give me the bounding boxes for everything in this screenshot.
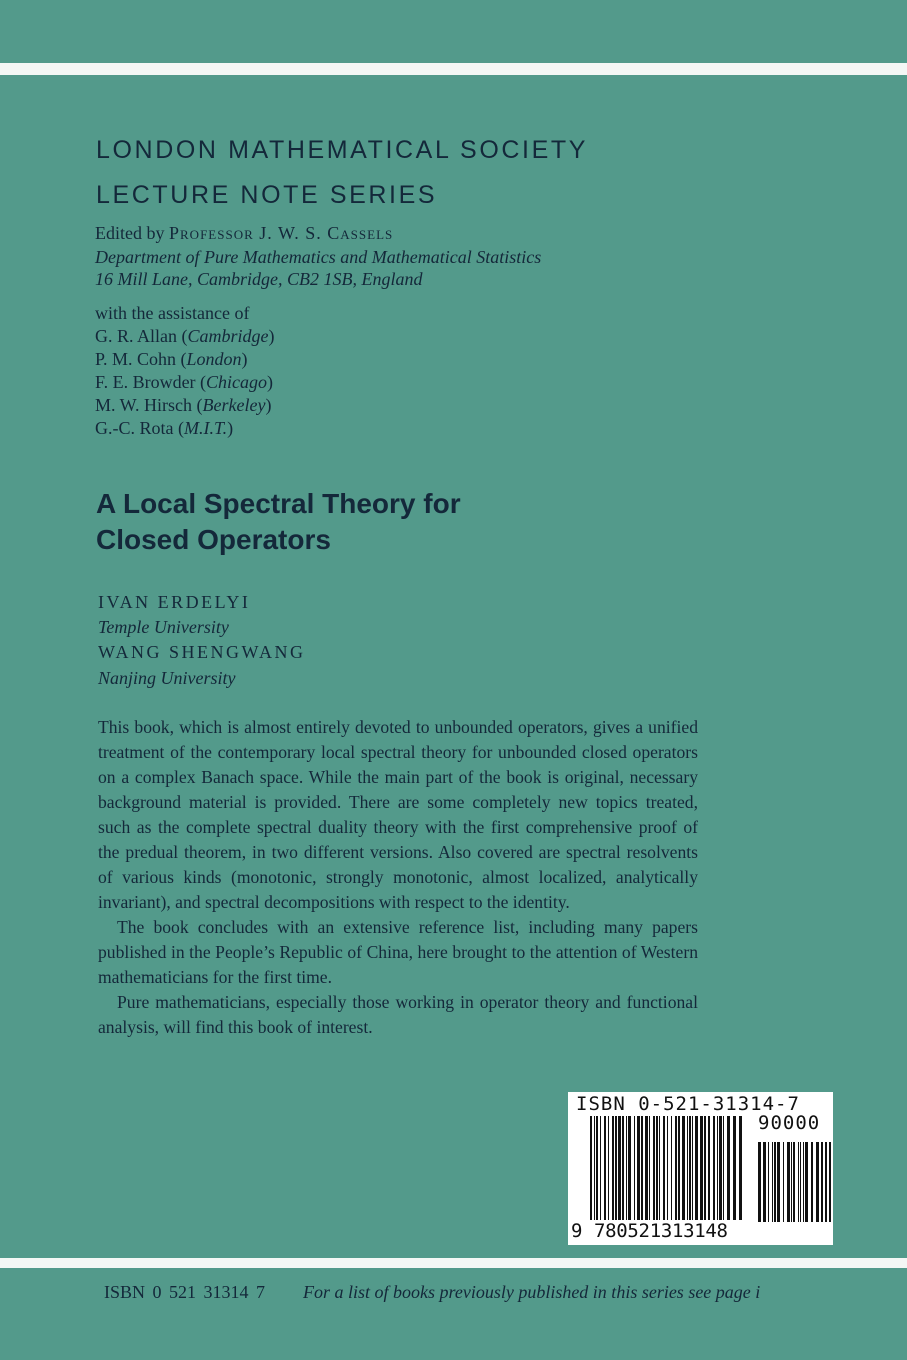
barcode-bar xyxy=(626,1116,627,1220)
barcode-bar xyxy=(596,1116,598,1220)
barcode-bar xyxy=(656,1116,658,1220)
barcode-bar xyxy=(800,1142,801,1222)
barcode-bar xyxy=(791,1142,792,1222)
editor-name: Professor J. W. S. Cassels xyxy=(169,223,394,243)
barcode-bar xyxy=(653,1116,655,1220)
barcode-bar xyxy=(695,1116,698,1220)
barcode-addon-digits: 90000 xyxy=(758,1112,821,1134)
barcode-bar xyxy=(704,1116,706,1220)
barcode-bar xyxy=(692,1116,693,1220)
barcode-bar xyxy=(768,1142,769,1222)
description-paragraph: This book, which is almost entirely devoted to unbounded operators, gives a unified treatment of the contemporary local spectral theory for unbounded closed operators on a complex Banach space. While the main part of the book is original, necessary background material is provided. There are some completely new topics treated, such as the complete spectral duality theory with the first comprehensive proof of the predual theorem, in two different versions. Also covered are spectral resolvents of various kinds (monotonic, strongly monotonic, almost localized, analytically invariant), and spectral decompositions with respect to the identity. xyxy=(98,717,698,912)
barcode-bar xyxy=(783,1142,784,1222)
description-paragraph: Pure mathematicians, especially those working in operator theory and functional analysis, will find this book of interest. xyxy=(98,992,698,1037)
barcode-bar xyxy=(594,1116,595,1220)
barcode-bar xyxy=(829,1142,831,1222)
assistant-entry: G. R. Allan (Cambridge) xyxy=(95,326,275,346)
assistant-name: M. W. Hirsch xyxy=(95,395,193,415)
editor-line xyxy=(95,223,393,244)
barcode-bar xyxy=(733,1116,736,1220)
barcode-bar xyxy=(675,1116,677,1220)
assistant-place: Berkeley xyxy=(202,395,266,415)
barcode-bar xyxy=(600,1116,601,1220)
barcode-bar xyxy=(793,1142,795,1222)
footer-isbn: ISBN 0 521 31314 7 xyxy=(104,1282,266,1302)
barcode-lead-digit: 9 xyxy=(571,1220,583,1242)
barcode-bar xyxy=(628,1116,631,1220)
assistant-place: M.I.T. xyxy=(184,418,228,438)
barcode-bar xyxy=(787,1142,790,1222)
barcode-bar xyxy=(700,1116,703,1220)
barcode-bar xyxy=(687,1116,688,1220)
barcode-bar xyxy=(717,1116,718,1220)
author-name: IVAN ERDELYI xyxy=(98,592,251,612)
author-affiliation: Temple University xyxy=(98,617,229,637)
assistant-name: P. M. Cohn xyxy=(95,349,177,369)
barcode-bar xyxy=(590,1116,592,1220)
barcode-bar xyxy=(682,1116,685,1220)
barcode-bar xyxy=(816,1142,819,1222)
barcode-bar xyxy=(645,1116,648,1220)
footer-series-note: For a list of books previously published in this series see page i xyxy=(303,1282,761,1302)
barcode-bar xyxy=(798,1142,799,1222)
barcode-bar xyxy=(758,1142,761,1222)
assistant-entry: G.-C. Rota (M.I.T.) xyxy=(95,418,234,438)
barcode-bar xyxy=(821,1142,823,1222)
barcode-bar xyxy=(713,1116,715,1220)
barcode-bar xyxy=(825,1142,827,1222)
assistant-entry: M. W. Hirsch (Berkeley) xyxy=(95,395,272,415)
barcode-bar xyxy=(774,1142,776,1222)
assistant-name: F. E. Browder xyxy=(95,372,196,392)
top-stripe xyxy=(0,63,907,75)
barcode-ean-digits: 780521313148 xyxy=(594,1220,728,1242)
barcode-bar xyxy=(641,1116,643,1220)
assistant-place: London xyxy=(186,349,242,369)
assistant-entry: F. E. Browder (Chicago) xyxy=(95,372,274,392)
series-title-line2: LECTURE NOTE SERIES xyxy=(96,181,438,209)
barcode-bar xyxy=(719,1116,722,1220)
barcode-bar xyxy=(708,1116,710,1220)
barcode-bar xyxy=(777,1142,780,1222)
author-name: WANG SHENGWANG xyxy=(98,642,306,662)
barcode-bar xyxy=(663,1116,665,1220)
series-title-line1: LONDON MATHEMATICAL SOCIETY xyxy=(96,136,589,164)
assistant-name: G.-C. Rota xyxy=(95,418,174,438)
barcode-bar xyxy=(637,1116,640,1220)
department: Department of Pure Mathematics and Mathematical Statistics xyxy=(95,247,542,267)
bottom-stripe xyxy=(0,1258,907,1268)
barcode-bar xyxy=(649,1116,650,1220)
barcode-bar xyxy=(689,1116,691,1220)
barcode-bar xyxy=(612,1116,614,1220)
barcode-bar xyxy=(723,1116,724,1220)
address: 16 Mill Lane, Cambridge, CB2 1SB, England xyxy=(95,269,423,289)
barcode-bar xyxy=(805,1142,808,1222)
barcode-bar xyxy=(739,1116,742,1220)
description-paragraph: The book concludes with an extensive reference list, including many papers published in the People’s Republic of China, here brought to the attention of Western mathematicians for the first time. xyxy=(98,917,698,987)
assistance-intro: with the assistance of xyxy=(95,303,250,323)
assistant-place: Chicago xyxy=(206,372,268,392)
barcode-bar xyxy=(622,1116,624,1220)
barcode-bar xyxy=(763,1142,766,1222)
assistant-place: Cambridge xyxy=(187,326,269,346)
barcode-bar xyxy=(671,1116,672,1220)
barcode-bar xyxy=(618,1116,621,1220)
book-description xyxy=(98,715,698,1040)
barcode-bar xyxy=(811,1142,813,1222)
barcode-bar xyxy=(634,1116,635,1220)
barcode-bar xyxy=(615,1116,617,1220)
barcode-bar xyxy=(727,1116,730,1220)
book-title-line1: A Local Spectral Theory for xyxy=(96,488,461,519)
barcode-bar xyxy=(772,1142,773,1222)
isbn-barcode xyxy=(568,1092,833,1245)
barcode-bar xyxy=(604,1116,606,1220)
edited-by-label: Edited by xyxy=(95,223,165,243)
barcode-bar xyxy=(659,1116,660,1220)
assistant-entry: P. M. Cohn (London) xyxy=(95,349,248,369)
barcode-bar xyxy=(803,1142,804,1222)
barcode-bar xyxy=(608,1116,609,1220)
barcode-bar xyxy=(678,1116,680,1220)
barcode-isbn-label: ISBN 0-521-31314-7 xyxy=(576,1093,800,1115)
assistant-name: G. R. Allan xyxy=(95,326,178,346)
author-affiliation: Nanjing University xyxy=(98,668,236,688)
book-title-line2: Closed Operators xyxy=(96,524,331,555)
barcode-bar xyxy=(667,1116,668,1220)
